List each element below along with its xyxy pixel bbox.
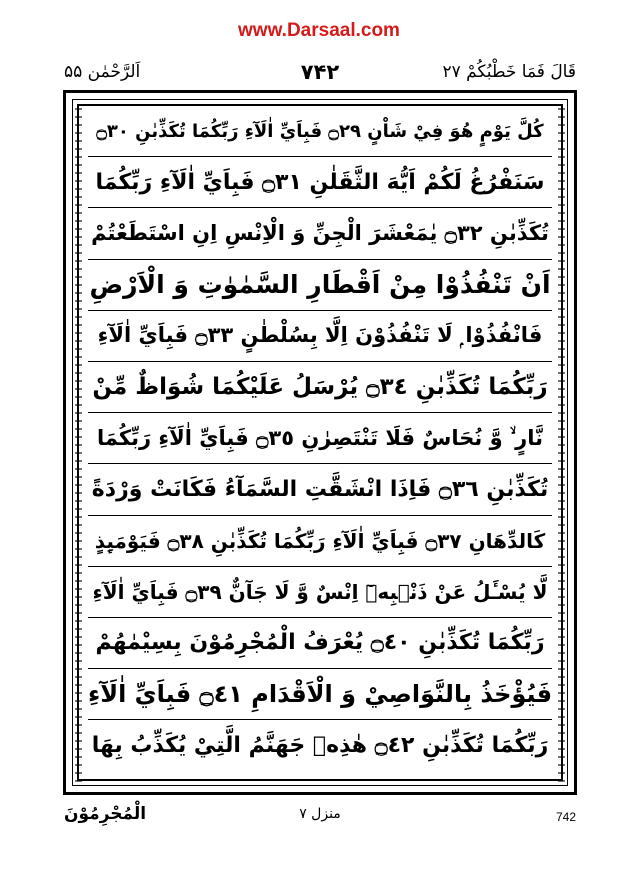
surah-title: اَلرَّحْمٰن ۵۵ — [64, 62, 141, 82]
text-line: تُكَذِّبٰنِ ۝٣٢ يٰمَعْشَرَ الْجِنِّ وَ الْاِنْسِ اِنِ اسْتَطَعْتُمْ — [88, 208, 552, 259]
text-line: نَّارٍ ۙ وَّ نُحَاسٌ فَلَا تَنْتَصِرٰنِ ۝٣٥ فَبِاَيِّ اٰلَآءِ رَبِّكُمَا — [88, 413, 552, 464]
page-number: 742 — [555, 810, 576, 824]
text-line: رَبِّكُمَا تُكَذِّبٰنِ ۝٣٤ يُرْسَلُ عَلَيْكُمَا شُوَاظٌ مِّنْ — [88, 362, 552, 413]
text-line: تُكَذِّبٰنِ ۝٣٦ فَاِذَا انْشَقَّتِ السَّمَآءُ فَكَانَتْ وَرْدَةً — [88, 464, 552, 515]
ornament-right — [558, 103, 565, 782]
text-line: سَنَفْرُغُ لَكُمْ اَيُّهَ الثَّقَلٰنِ ۝٣١ فَبِاَيِّ اٰلَآءِ رَبِّكُمَا — [88, 157, 552, 208]
catchword: الْمُجْرِمُوْنَ — [64, 804, 147, 824]
juz-title: قَالَ فَمَا خَطْبُكُمْ ۲۷ — [442, 62, 576, 82]
text-block — [88, 106, 552, 782]
text-line: رَبِّكُمَا تُكَذِّبٰنِ ۝٤٠ يُعْرَفُ الْمُجْرِمُوْنَ بِسِيْمٰهُمْ — [88, 618, 552, 669]
text-line: كَالدِّهَانِ ۝٣٧ فَبِاَيِّ اٰلَآءِ رَبِّكُمَا تُكَذِّبٰنِ ۝٣٨ فَيَوْمَىِٕذٍ — [88, 516, 552, 567]
page-number-arabic: ۷۴۲ — [300, 60, 340, 84]
text-line: فَانْفُذُوْا ۭ لَا تَنْفُذُوْنَ اِلَّا بِسُلْطٰنٍ ۝٣٣ فَبِاَيِّ اٰلَآءِ — [88, 311, 552, 362]
page-header — [64, 62, 576, 86]
text-line: اَنْ تَنْفُذُوْا مِنْ اَقْطَارِ السَّمٰوٰتِ وَ الْاَرْضِ — [88, 260, 552, 311]
text-line: لَّا يُسْـَٔلُ عَنْ ذَنْۢبِهٖٓ اِنْسٌ وَّ لَا جَآنٌّ ۝٣٩ فَبِاَيِّ اٰلَآءِ — [88, 567, 552, 618]
site-url[interactable]: www.Darsaal.com — [238, 20, 400, 41]
text-line: فَيُؤْخَذُ بِالنَّوَاصِيْ وَ الْاَقْدَامِ ۝٤١ فَبِاَيِّ اٰلَآءِ — [88, 669, 552, 720]
ornament-left — [75, 103, 82, 782]
text-line: كُلَّ يَوْمٍ هُوَ فِيْ شَاْنٍ ۝٢٩ فَبِاَيِّ اٰلَآءِ رَبِّكُمَا تُكَذِّبٰنِ ۝٣٠ — [88, 106, 552, 157]
manzil-label: منزل ٧ — [299, 806, 341, 822]
text-line: رَبِّكُمَا تُكَذِّبٰنِ ۝٤٢ هٰذِهٖ جَهَنَّمُ الَّتِيْ يُكَذِّبُ بِهَا — [91, 733, 549, 759]
page-footer — [64, 800, 576, 840]
